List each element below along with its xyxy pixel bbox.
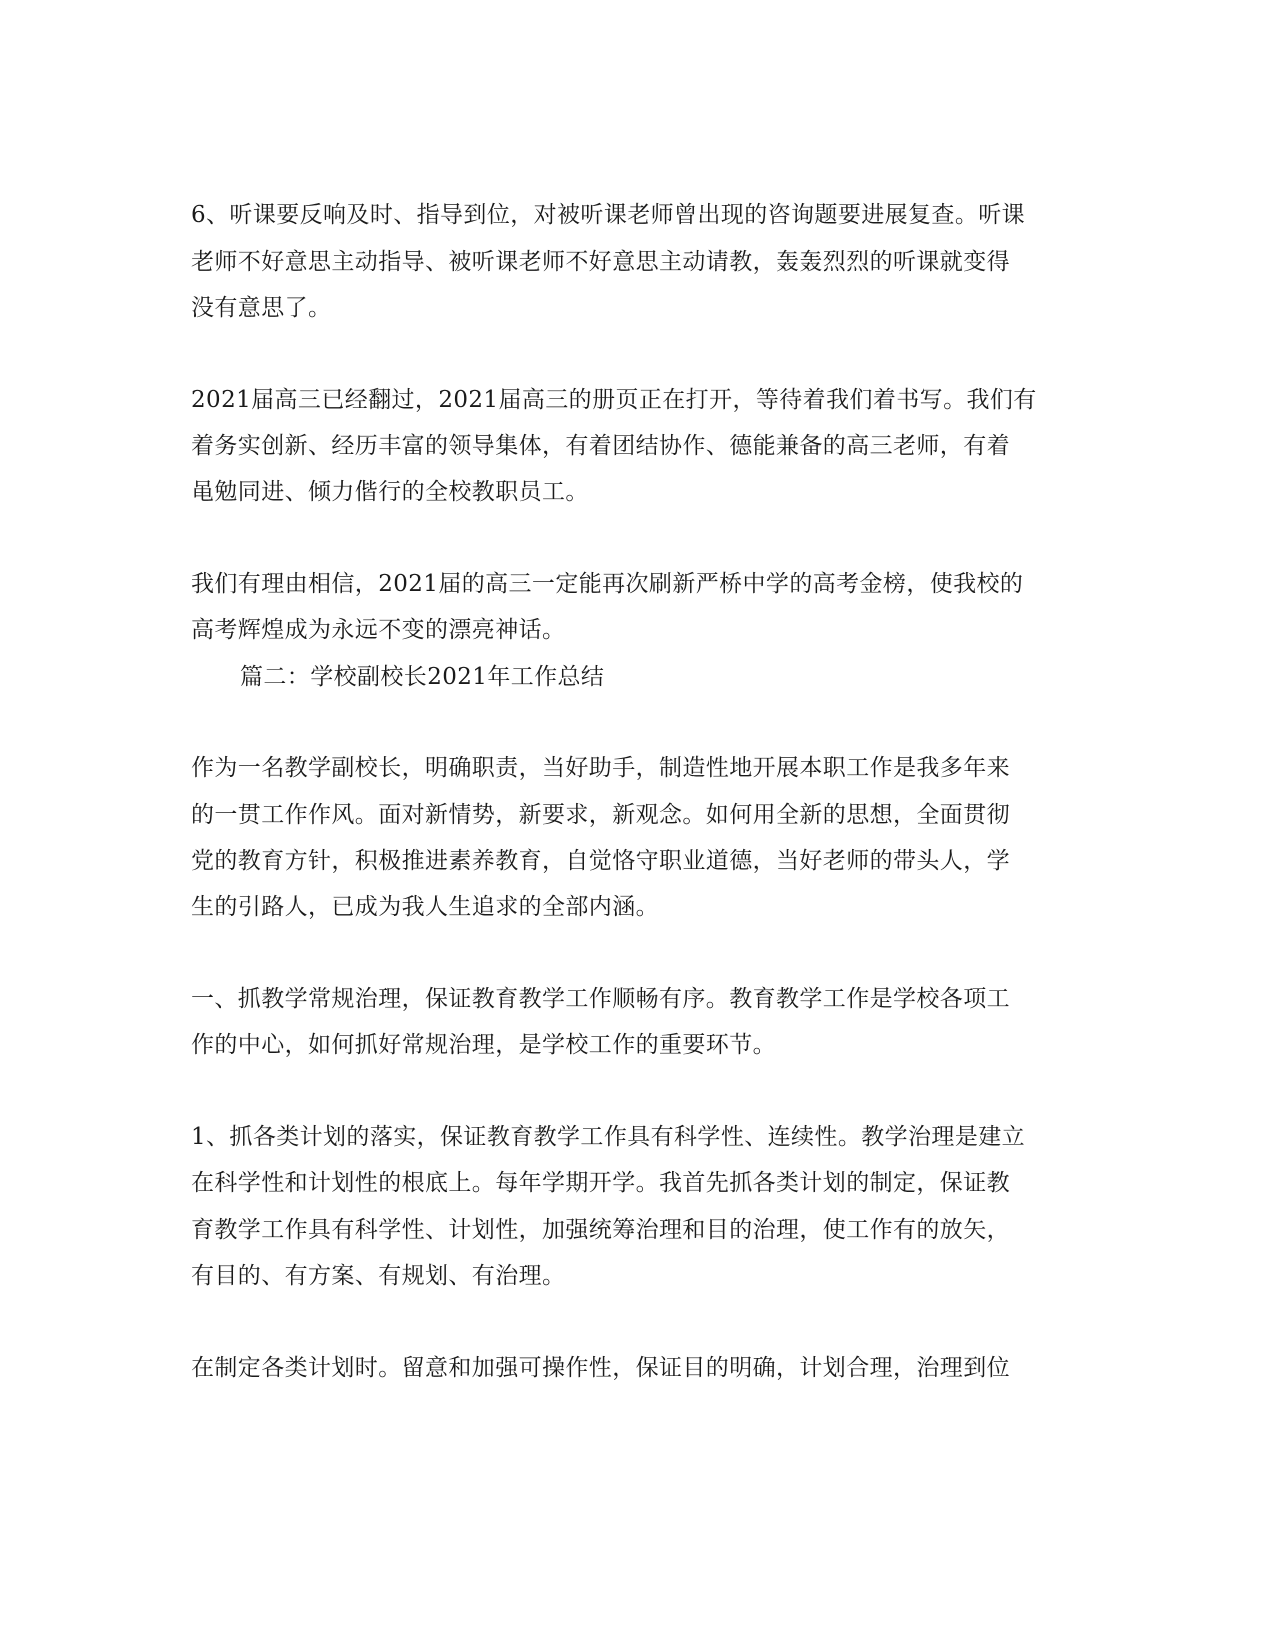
paragraph-5-line-1: 一、抓教学常规治理，保证教育教学工作顺畅有序。教育教学工作是学校各项工 [191, 986, 1010, 1012]
paragraph-1-line-1: 6、听课要反响及时、指导到位，对被听课老师曾出现的咨询题要进展复查。听课 [191, 202, 1026, 228]
paragraph-6-line-2: 在科学性和计划性的根底上。每年学期开学。我首先抓各类计划的制定，保证教 [191, 1170, 1010, 1196]
paragraph-6-line-1: 1、抓各类计划的落实，保证教育教学工作具有科学性、连续性。教学治理是建立 [191, 1124, 1026, 1150]
paragraph-2-line-1: 2021届高三已经翻过，2021届高三的册页正在打开，等待着我们着书写。我们有 [191, 387, 1037, 413]
paragraph-2-line-2: 着务实创新、经历丰富的领导集体，有着团结协作、德能兼备的高三老师，有着 [191, 433, 1010, 459]
paragraph-6-line-4: 有目的、有方案、有规划、有治理。 [191, 1263, 566, 1289]
paragraph-1-line-2: 老师不好意思主动指导、被听课老师不好意思主动请教，轰轰烈烈的听课就变得 [191, 249, 1010, 275]
paragraph-3-line-1: 我们有理由相信，2021届的高三一定能再次刷新严桥中学的高考金榜，使我校的 [191, 571, 1024, 597]
paragraph-3-line-2: 高考辉煌成为永远不变的漂亮神话。 [191, 617, 566, 643]
section-heading: 篇二：学校副校长2021年工作总结 [240, 664, 605, 690]
paragraph-1-line-3: 没有意思了。 [191, 295, 332, 321]
paragraph-4-line-3: 党的教育方针，积极推进素养教育，自觉恪守职业道德，当好老师的带头人，学 [191, 848, 1010, 874]
paragraph-4-line-2: 的一贯工作作风。面对新情势，新要求，新观念。如何用全新的思想，全面贯彻 [191, 802, 1010, 828]
paragraph-5-line-2: 作的中心，如何抓好常规治理，是学校工作的重要环节。 [191, 1032, 776, 1058]
paragraph-7-line-1: 在制定各类计划时。留意和加强可操作性，保证目的明确，计划合理，治理到位 [191, 1355, 1010, 1381]
paragraph-2-line-3: 黾勉同进、倾力偕行的全校教职员工。 [191, 479, 589, 505]
paragraph-6-line-3: 育教学工作具有科学性、计划性，加强统筹治理和目的治理，使工作有的放矢， [191, 1217, 1010, 1243]
paragraph-4-line-1: 作为一名教学副校长，明确职责，当好助手，制造性地开展本职工作是我多年来 [191, 755, 1010, 781]
paragraph-4-line-4: 生的引路人，已成为我人生追求的全部内涵。 [191, 894, 659, 920]
